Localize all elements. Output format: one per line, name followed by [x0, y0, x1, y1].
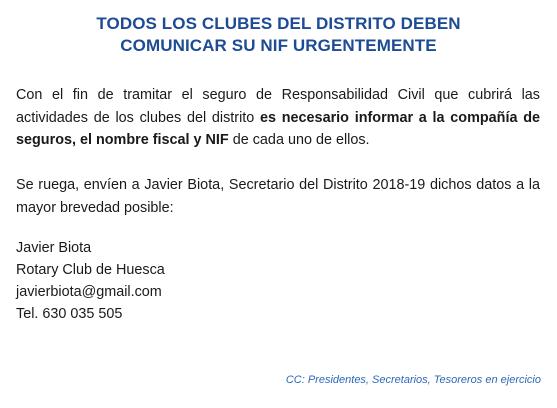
contact-block: [16, 237, 165, 325]
contact-name: Javier Biota: [16, 240, 92, 256]
insurance-paragraph-emphasis: es necesario informar a la compañía de seguros, el nombre fiscal y NIF: [16, 109, 540, 148]
insurance-paragraph-intro: Con el fin de tramitar el seguro de Responsabilidad Civil que cubrirá las actividades de los clubes del distrito: [16, 87, 540, 126]
notice-title-line-2: COMUNICAR SU NIF URGENTEMENTE: [120, 36, 437, 55]
insurance-paragraph: [16, 84, 540, 152]
contact-club: Rotary Club de Huesca: [16, 262, 165, 278]
cc-recipients: CC: Presidentes, Secretarios, Tesoreros en ejercicio: [285, 374, 541, 386]
contact-phone: Tel. 630 035 505: [16, 306, 123, 322]
request-paragraph: Se ruega, envíen a Javier Biota, Secretario del Distrito 2018-19 dichos datos a la mayor brevedad posible:: [16, 177, 540, 216]
notice-title: [0, 13, 557, 57]
notice-title-line-1: TODOS LOS CLUBES DEL DISTRITO DEBEN: [96, 14, 461, 33]
contact-email: javierbiota@gmail.com: [16, 284, 162, 300]
insurance-paragraph-outro: de cada uno de ellos.: [228, 132, 370, 148]
